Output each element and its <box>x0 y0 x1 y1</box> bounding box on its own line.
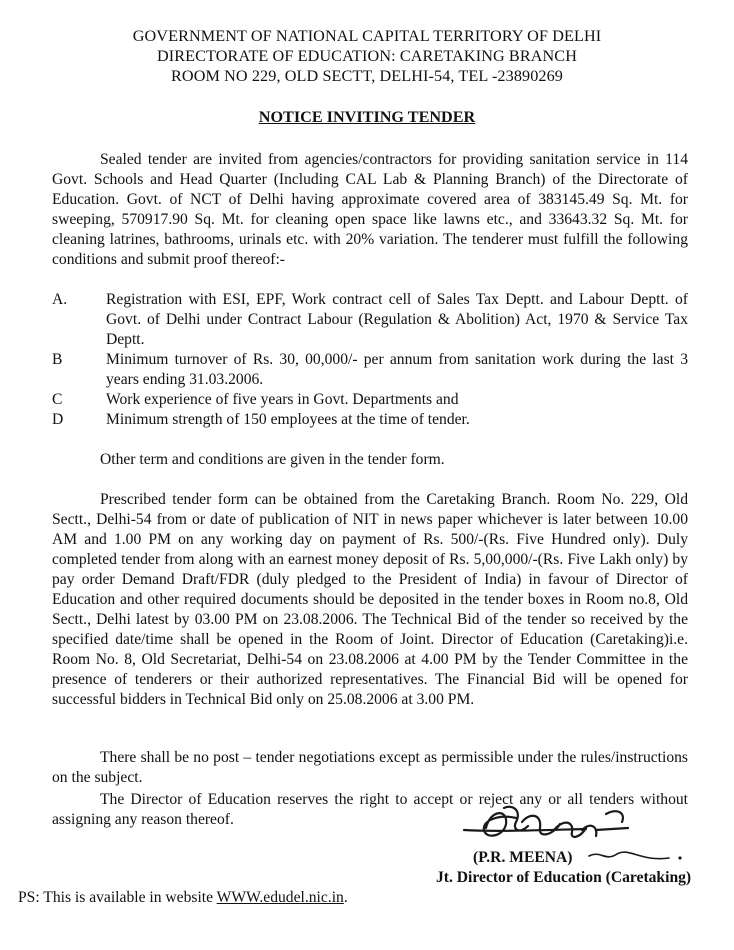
condition-item <box>52 410 688 430</box>
letterhead-directorate: DIRECTORATE OF EDUCATION: CARETAKING BRANCH <box>157 47 577 65</box>
condition-item <box>52 390 688 410</box>
prescribed-form-paragraph: Prescribed tender form can be obtained from the Caretaking Branch. Room No. 229, Old Sectt., Delhi-54 from or date of publication of NIT in news paper whichever is later between 10.00 AM and 1.00 PM on any working day on payment of Rs. 500/-(Rs. Five Hundred only). Duly completed tender from along with an earnest money deposit of Rs. 5,00,000/-(Rs. Five Lakh only) by pay order Demand Draft/FDR (duly pledged to the President of India) in favour of Director of Education and other required documents should be deposited in the tender boxes in Room no.8, Old Sectt., Delhi latest by 03.00 PM on 23.08.2006. The Technical Bid of the tender so received by the specified date/time shall be opened in the Room of Joint. Director of Education (Caretaking)i.e. Room No. 8, Old Secretariat, Delhi-54 on 23.08.2006 at 4.00 PM by the Tender Committee in the presence of tenderers or their authorized representatives. The Financial Bid will be opened for successful bidders in Technical Bid only on 25.08.2006 at 3.00 PM. <box>52 491 688 708</box>
conditions-list <box>52 290 688 430</box>
website-link[interactable]: WWW.edudel.nic.in <box>216 889 344 906</box>
letterhead-address: ROOM NO 229, OLD SECTT, DELHI-54, TEL -23890269 <box>171 67 563 85</box>
letterhead-government: GOVERNMENT OF NATIONAL CAPITAL TERRITORY OF DELHI <box>132 27 602 45</box>
other-terms-paragraph: Other term and conditions are given in the tender form. <box>100 451 445 468</box>
signatory-designation: Jt. Director of Education (Caretaking) <box>436 869 692 886</box>
condition-text: Registration with ESI, EPF, Work contract cell of Sales Tax Deptt. and Labour Deptt. of Govt. of Delhi under Contract Labour (Regulation & Abolition) Act, 1970 & Service Tax Deptt. <box>106 291 688 348</box>
no-negotiation-paragraph: There shall be no post – tender negotiations except as permissible under the rules/instructions on the subject. <box>52 749 688 786</box>
notice-title: NOTICE INVITING TENDER <box>258 108 476 126</box>
reserve-right-paragraph: The Director of Education reserves the right to accept or reject any or all tenders without assigning any reason thereof. <box>52 791 688 828</box>
condition-item <box>52 350 688 390</box>
ps-suffix: . <box>343 889 348 906</box>
signature-flourish-icon <box>585 848 685 864</box>
condition-text: Minimum strength of 150 employees at the time of tender. <box>106 411 470 428</box>
condition-item <box>52 290 688 350</box>
condition-marker: A. <box>52 291 68 308</box>
condition-text: Work experience of five years in Govt. Departments and <box>106 391 459 408</box>
condition-marker: C <box>52 391 63 408</box>
ps-prefix: PS: This is available in website <box>18 889 217 906</box>
condition-text: Minimum turnover of Rs. 30, 00,000/- per annum from sanitation work during the last 3 years ending 31.03.2006. <box>106 351 688 388</box>
condition-marker: B <box>52 351 63 368</box>
letterhead <box>0 26 734 86</box>
signatory-name: (P.R. MEENA) <box>473 849 573 866</box>
ps-note <box>18 888 348 908</box>
condition-marker: D <box>52 411 64 428</box>
intro-paragraph: Sealed tender are invited from agencies/contractors for providing sanitation service in 114 Govt. Schools and Head Quarter (Including CAL Lab & Planning Branch) of the Directorate of Education. Govt. of NCT of Delhi having approximate covered area of 383145.49 Sq. Mt. for sweeping, 570917.90 Sq. Mt. for cleaning open space like lawns etc., and 33643.32 Sq. Mt. for cleaning latrines, bathrooms, urinals etc. with 20% variation. The tenderer must fulfill the following conditions and submit proof thereof:- <box>52 151 688 268</box>
